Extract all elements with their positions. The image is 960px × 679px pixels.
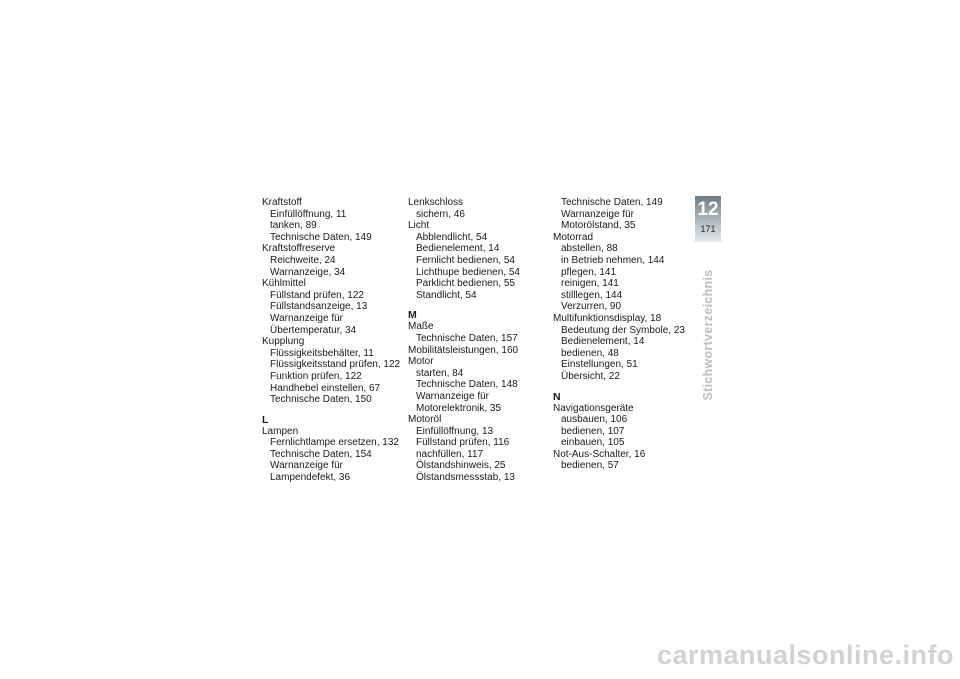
index-subentry: Motorelektronik, 35 xyxy=(416,402,502,414)
index-subentry: Bedeutung der Symbole, 23 xyxy=(561,324,685,336)
index-subentry: bedienen, 107 xyxy=(561,425,625,437)
index-subentry: Fernlichtlampe ersetzen, 132 xyxy=(270,437,399,449)
index-subentry: Technische Daten, 150 xyxy=(270,394,372,406)
index-subentry: Füllstandsanzeige, 13 xyxy=(270,301,368,313)
index-subentry: Technische Daten, 149 xyxy=(270,231,372,243)
index-subentry: bedienen, 57 xyxy=(561,460,619,472)
index-subentry: tanken, 89 xyxy=(270,220,317,232)
index-term: Motorrad xyxy=(553,231,594,243)
chapter-number: 12 xyxy=(697,199,719,220)
index-subentry: Reichweite, 24 xyxy=(270,254,336,266)
index-subentry: Füllstand prüfen, 116 xyxy=(416,437,510,449)
chapter-title: Stichwortverzeichnis xyxy=(701,269,715,401)
index-term: Kühlmittel xyxy=(262,278,306,290)
index-subentry: nachfüllen, 117 xyxy=(416,448,484,460)
index-subentry: Parklicht bedienen, 55 xyxy=(416,278,515,290)
index-letter: N xyxy=(553,390,561,403)
index-subentry: Flüssigkeitsstand prüfen, 122 xyxy=(270,359,401,371)
chapter-tab xyxy=(695,196,721,242)
index-subentry: Technische Daten, 148 xyxy=(416,379,518,391)
index-subentry: Bedienelement, 14 xyxy=(561,336,645,348)
index-subentry: Technische Daten, 154 xyxy=(270,448,372,460)
index-subentry: Lampendefekt, 36 xyxy=(270,472,351,484)
index-subentry: Einfüllöffnung, 13 xyxy=(416,425,494,437)
index-term: Navigationsgeräte xyxy=(553,402,634,414)
index-term: Licht xyxy=(408,220,430,232)
index-subentry: Bedienelement, 14 xyxy=(416,243,500,255)
index-term: Kupplung xyxy=(262,336,305,348)
index-subentry: Flüssigkeitsbehälter, 11 xyxy=(270,347,374,359)
index-subentry: reinigen, 141 xyxy=(561,278,619,290)
index-subentry: Fernlicht bedienen, 54 xyxy=(416,254,515,266)
index-term: Lenkschloss xyxy=(408,197,464,208)
index-subentry: Standlicht, 54 xyxy=(416,289,477,301)
index-subentry: Füllstand prüfen, 122 xyxy=(270,289,364,301)
index-term: Kraftstoff xyxy=(262,197,302,208)
index-term: Mobilitätsleistungen, 160 xyxy=(408,344,519,356)
index-subentry: Ölstandshinweis, 25 xyxy=(416,460,506,472)
index-subentry: Handhebel einstellen, 67 xyxy=(270,382,381,394)
index-letter: L xyxy=(262,413,269,426)
index-subentry: Warnanzeige für xyxy=(270,460,343,472)
index-term: Kraftstoffreserve xyxy=(262,243,336,255)
page-number: 171 xyxy=(700,224,716,234)
index-subentry: Technische Daten, 157 xyxy=(416,332,518,344)
index-subentry: Ölstandsmessstab, 13 xyxy=(416,472,515,484)
index-column-3 xyxy=(553,197,693,472)
index-subentry: Einfüllöffnung, 11 xyxy=(270,208,347,220)
index-subentry: Einstellungen, 51 xyxy=(561,359,638,371)
index-term: Motoröl xyxy=(408,414,442,426)
index-subentry: Technische Daten, 149 xyxy=(561,197,663,208)
index-subentry: Verzurren, 90 xyxy=(561,301,622,313)
index-column-2 xyxy=(408,197,548,484)
index-subentry: Lichthupe bedienen, 54 xyxy=(416,266,520,278)
index-column-1 xyxy=(262,197,402,484)
index-subentry: Warnanzeige, 34 xyxy=(270,266,346,278)
index-term: Not-Aus-Schalter, 16 xyxy=(553,448,646,460)
index-term: Multifunktionsdisplay, 18 xyxy=(553,312,662,324)
index-subentry: abstellen, 88 xyxy=(561,243,618,255)
index-subentry: Warnanzeige für xyxy=(270,312,343,324)
index-subentry: Motorölstand, 35 xyxy=(561,220,636,232)
index-subentry: ausbauen, 106 xyxy=(561,414,628,426)
index-term: Lampen xyxy=(262,425,299,437)
watermark: carmanualsonline.info xyxy=(656,640,954,670)
index-subentry: Abblendlicht, 54 xyxy=(416,231,488,243)
index-subentry: pflegen, 141 xyxy=(561,266,617,278)
index-letter: M xyxy=(408,309,417,322)
index-subentry: Übertemperatur, 34 xyxy=(270,324,357,336)
index-subentry: einbauen, 105 xyxy=(561,437,625,449)
index-subentry: starten, 84 xyxy=(416,367,464,379)
index-subentry: bedienen, 48 xyxy=(561,347,619,359)
index-subentry: Warnanzeige für xyxy=(561,208,634,220)
index-subentry: sichern, 46 xyxy=(416,208,465,220)
index-term: Motor xyxy=(408,356,434,368)
index-subentry: in Betrieb nehmen, 144 xyxy=(561,254,665,266)
index-subentry: stilllegen, 144 xyxy=(561,289,623,301)
index-subentry: Funktion prüfen, 122 xyxy=(270,370,362,382)
index-subentry: Übersicht, 22 xyxy=(561,370,620,382)
index-subentry: Warnanzeige für xyxy=(416,390,489,402)
index-term: Maße xyxy=(408,321,434,333)
